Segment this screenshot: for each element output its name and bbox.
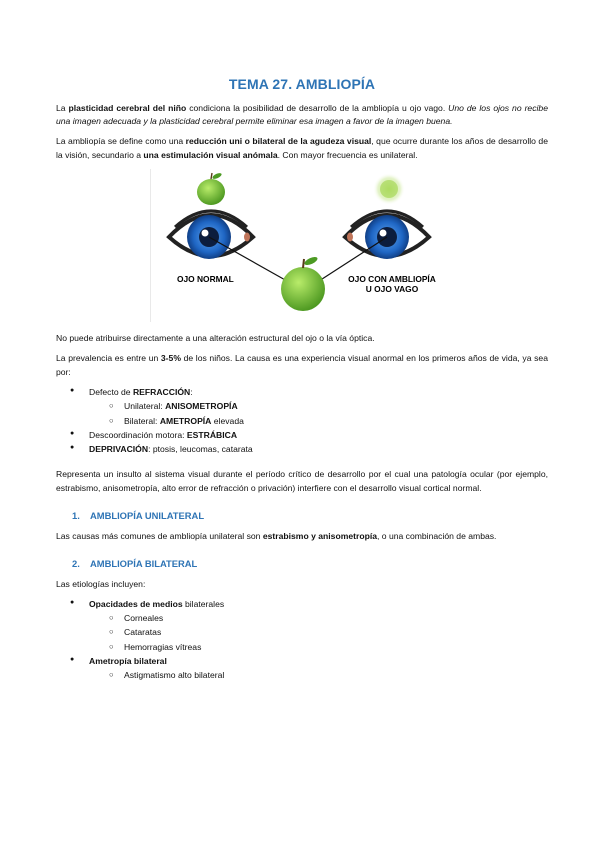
list-item: ○ Hemorragias vítreas <box>109 641 548 654</box>
etiologies-list <box>56 598 548 683</box>
causes-list <box>56 386 548 457</box>
insult-paragraph: Representa un insulto al sistema visual durante el período crítico de desarrollo por el cual una patología ocular (por ejemplo, estrabismo, anisometropía, alto error de refracción o privación) interfiere con el desarrollo visual cortical normal. <box>56 469 548 493</box>
list-item: ○ Bilateral: AMETROPÍA elevada <box>109 415 548 428</box>
list-item: ● Defecto de REFRACCIÓN: ○ Unilateral: ANISOMETROPÍA ○ Bilateral: AMETROPÍA elevada <box>69 386 548 428</box>
list-item: ○ Astigmatismo alto bilateral <box>109 669 548 682</box>
apple-icon-center <box>281 255 325 311</box>
structural-paragraph: No puede atribuirse directamente a una alteración estructural del ojo o la vía óptica. <box>56 332 375 343</box>
sub-list <box>89 612 548 654</box>
list-item: ● Ametropía bilateral ○ Astigmatismo alto bilateral <box>69 655 548 683</box>
section-heading-unilateral: 1. AMBLIOPÍA UNILATERAL <box>72 510 205 522</box>
page-title: TEMA 27. AMBLIOPÍA <box>228 76 376 92</box>
list-item: ● Descoordinación motora: ESTRÁBICA <box>69 429 548 442</box>
list-item: ● Opacidades de medios bilaterales ○ Corneales ○ Cataratas ○ Hemorragias vítreas <box>69 598 548 654</box>
amblyopic-eye-icon <box>345 211 429 259</box>
apple-icon-blurred <box>373 173 405 205</box>
list-item: ● DEPRIVACIÓN: ptosis, leucomas, catarata <box>69 443 548 456</box>
apple-icon-sharp <box>197 172 225 205</box>
unilateral-paragraph: Las causas más comunes de ambliopía unilateral son estrabismo y anisometropía, o una combinación de ambas. <box>56 530 497 541</box>
definition-paragraph: La ambliopía se define como una reducción uni o bilateral de la agudeza visual, que ocurre durante los años de desarrollo de la visión, secundario a una estimulación visual anómala. Con mayor frecuencia es unilateral. <box>56 136 548 160</box>
normal-eye-icon <box>169 211 253 259</box>
sub-list <box>89 669 548 682</box>
prevalence-paragraph: La prevalencia es entre un 3-5% de los niños. La causa es una experiencia visual anormal en los primeros años de vida, ya sea por: <box>56 353 548 377</box>
etiologies-paragraph: Las etiologías incluyen: <box>56 578 146 589</box>
list-item: ○ Cataratas <box>109 626 548 639</box>
document-page <box>56 74 548 689</box>
sub-list <box>89 400 548 428</box>
section-heading-bilateral: 2. AMBLIOPÍA BILATERAL <box>72 557 198 569</box>
label-normal-eye: OJO NORMAL <box>177 273 234 284</box>
list-item: ○ Unilateral: ANISOMETROPÍA <box>109 400 548 413</box>
label-amblyopic-eye: OJO CON AMBLIOPÍA U OJO VAGO <box>348 273 436 295</box>
list-item: ○ Corneales <box>109 612 548 625</box>
intro-paragraph: La plasticidad cerebral del niño condiciona la posibilidad de desarrollo de la ambliopía u ojo vago. Uno de los ojos no recibe una imagen adecuada y la plasticidad cerebral permite eliminar esa imagen a favor de la imagen buena. <box>56 102 548 126</box>
eyes-illustration <box>151 169 453 322</box>
amblyopia-figure <box>150 169 453 322</box>
